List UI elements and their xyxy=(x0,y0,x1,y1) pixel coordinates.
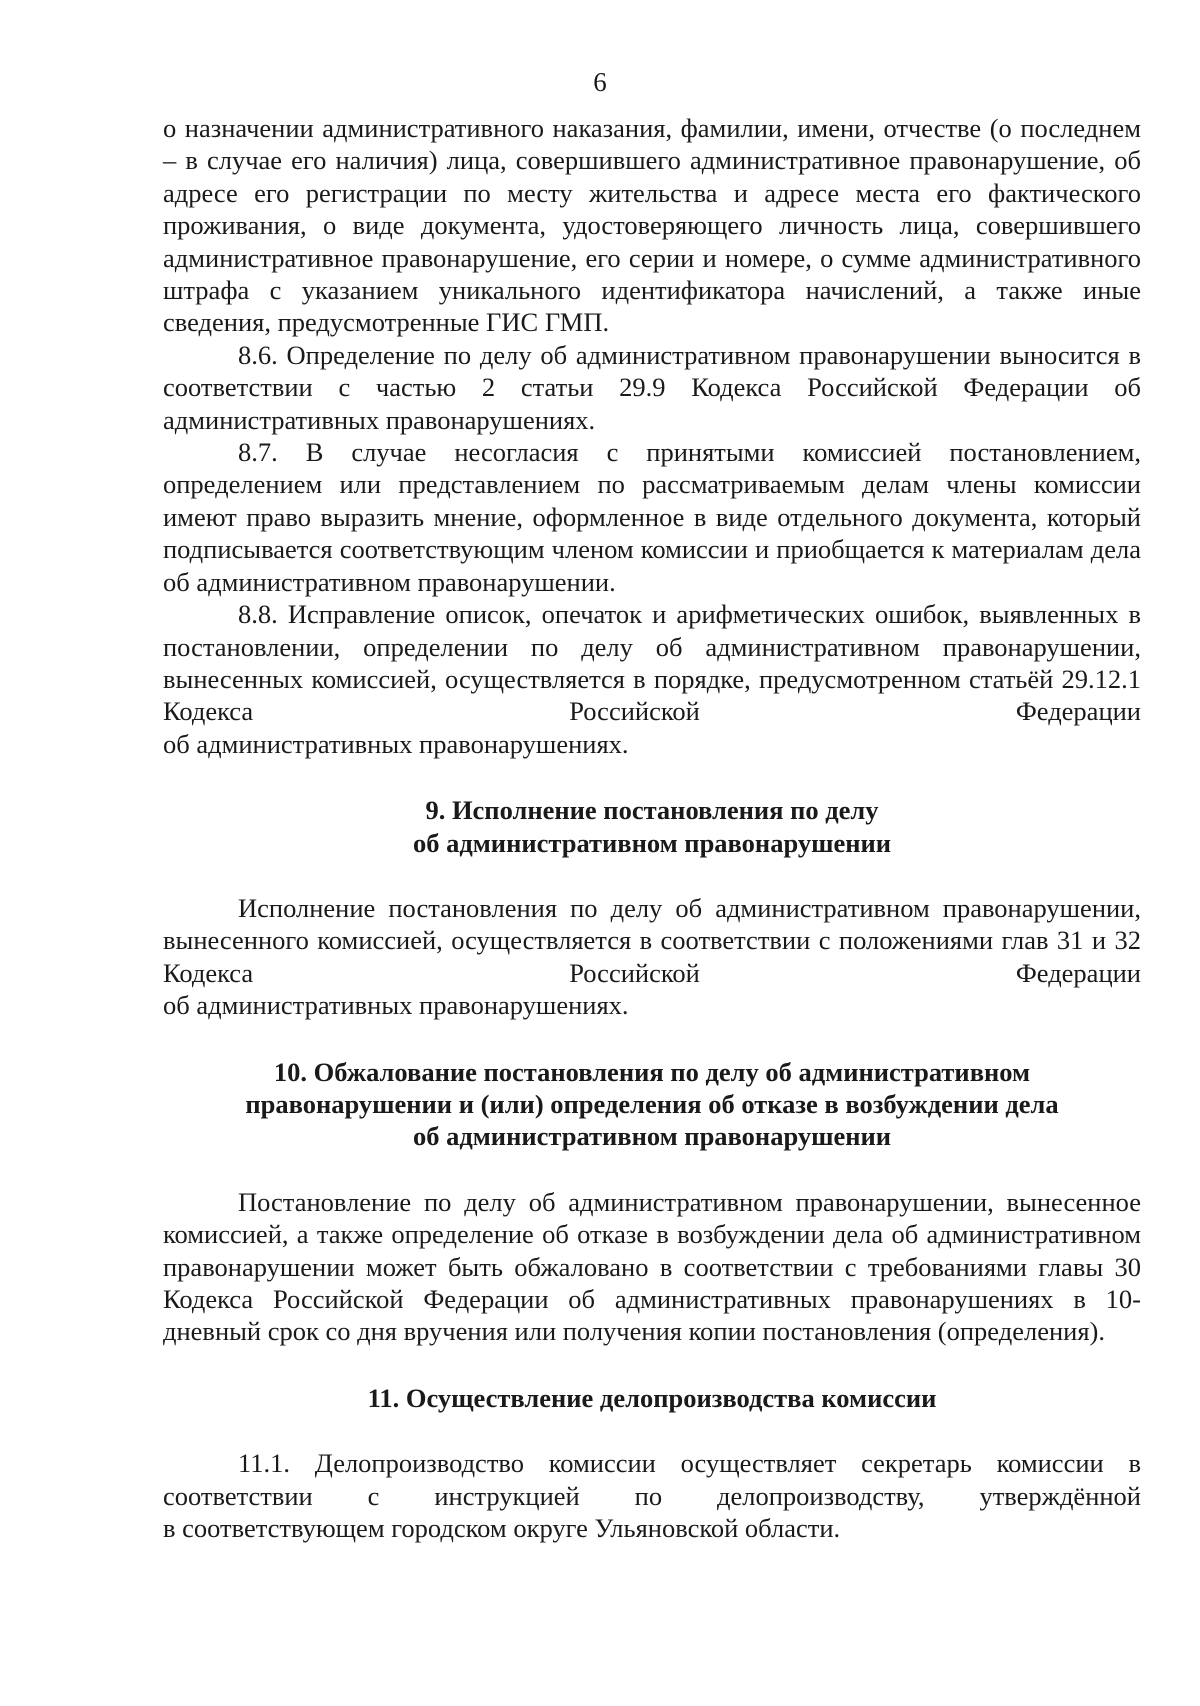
paragraph-8-8: 8.8. Исправление описок, опечаток и арифметических ошибок, выявленных в постановлении, определении по делу об административном правонарушении, вынесенных комиссией, осуществляется в порядке, предусмотренном статьёй 29.12.1 Кодекса Российской Федерации xyxy=(163,599,1141,727)
document-body xyxy=(163,112,1141,1544)
spacer xyxy=(163,1022,1141,1056)
paragraph-8-6: 8.6. Определение по делу об административном правонарушении выносится в соответствии с частью 2 статьи 29.9 Кодекса Российской Федерации об административных правонарушениях. xyxy=(163,339,1141,435)
paragraph-8-8-end: об административных правонарушениях. xyxy=(163,728,629,759)
section-heading-10-line-3: об административном правонарушении xyxy=(412,1121,892,1152)
spacer xyxy=(163,859,1141,892)
paragraph-11-1: 11.1. Делопроизводство комиссии осуществляет секретарь комиссии в соответствии с инструкцией по делопроизводству, утверждённой xyxy=(163,1448,1141,1511)
spacer xyxy=(163,1153,1141,1186)
paragraph-intro: о назначении административного наказания, фамилии, имени, отчестве (о последнем – в случае его наличия) лица, совершившего административное правонарушение, об адресе его регистрации по месту жительства и адресе места его фактического проживания, о виде документа, удостоверяющего личность лица, совершившего административное правонарушение, его серии и номере, о сумме административного штрафа с указанием уникального идентификатора начислений, а также иные сведения, предусмотренные ГИС ГМП. xyxy=(163,113,1141,338)
paragraph-10: Постановление по делу об административном правонарушении, вынесенное комиссией, а также определение об отказе в возбуждении дела об административном правонарушении может быть обжаловано в соответствии с требованиями главы 30 Кодекса Российской Федерации об административных правонарушениях в 10-дневный срок со дня вручения или получения копии постановления (определения). xyxy=(163,1186,1141,1347)
section-heading-10-line-1: 10. Обжалование постановления по делу об административном xyxy=(273,1056,1031,1087)
page-number: 6 xyxy=(593,67,607,97)
spacer xyxy=(163,1348,1141,1382)
section-heading-10-line-2: правонарушении и (или) определения об отказе в возбуждении дела xyxy=(245,1088,1059,1119)
paragraph-9: Исполнение постановления по делу об административном правонарушении, вынесенного комиссией, осуществляется в соответствии с положениями глав 31 и 32 Кодекса Российской Федерации xyxy=(163,892,1141,988)
section-heading-10 xyxy=(163,1056,1141,1153)
spacer xyxy=(163,1414,1141,1447)
paragraph-8-7: 8.7. В случае несогласия с принятыми комиссией постановлением, определением или представлением по рассматриваемым делам члены комиссии имеют право выразить мнение, оформленное в виде отдельного документа, который подписывается соответствующим членом комиссии и приобщается к материалам дела об административном правонарушении. xyxy=(163,437,1141,597)
spacer xyxy=(163,760,1141,794)
section-heading-9 xyxy=(163,794,1141,859)
section-heading-9-line-2: об административном правонарушении xyxy=(412,827,892,858)
section-heading-11: 11. Осуществление делопроизводства комиссии xyxy=(367,1382,937,1413)
paragraph-9-end: об административных правонарушениях. xyxy=(163,990,629,1021)
paragraph-11-1-end: в соответствующем городском округе Ульяновской области. xyxy=(163,1513,841,1544)
section-heading-9-line-1: 9. Исполнение постановления по делу xyxy=(425,795,879,826)
